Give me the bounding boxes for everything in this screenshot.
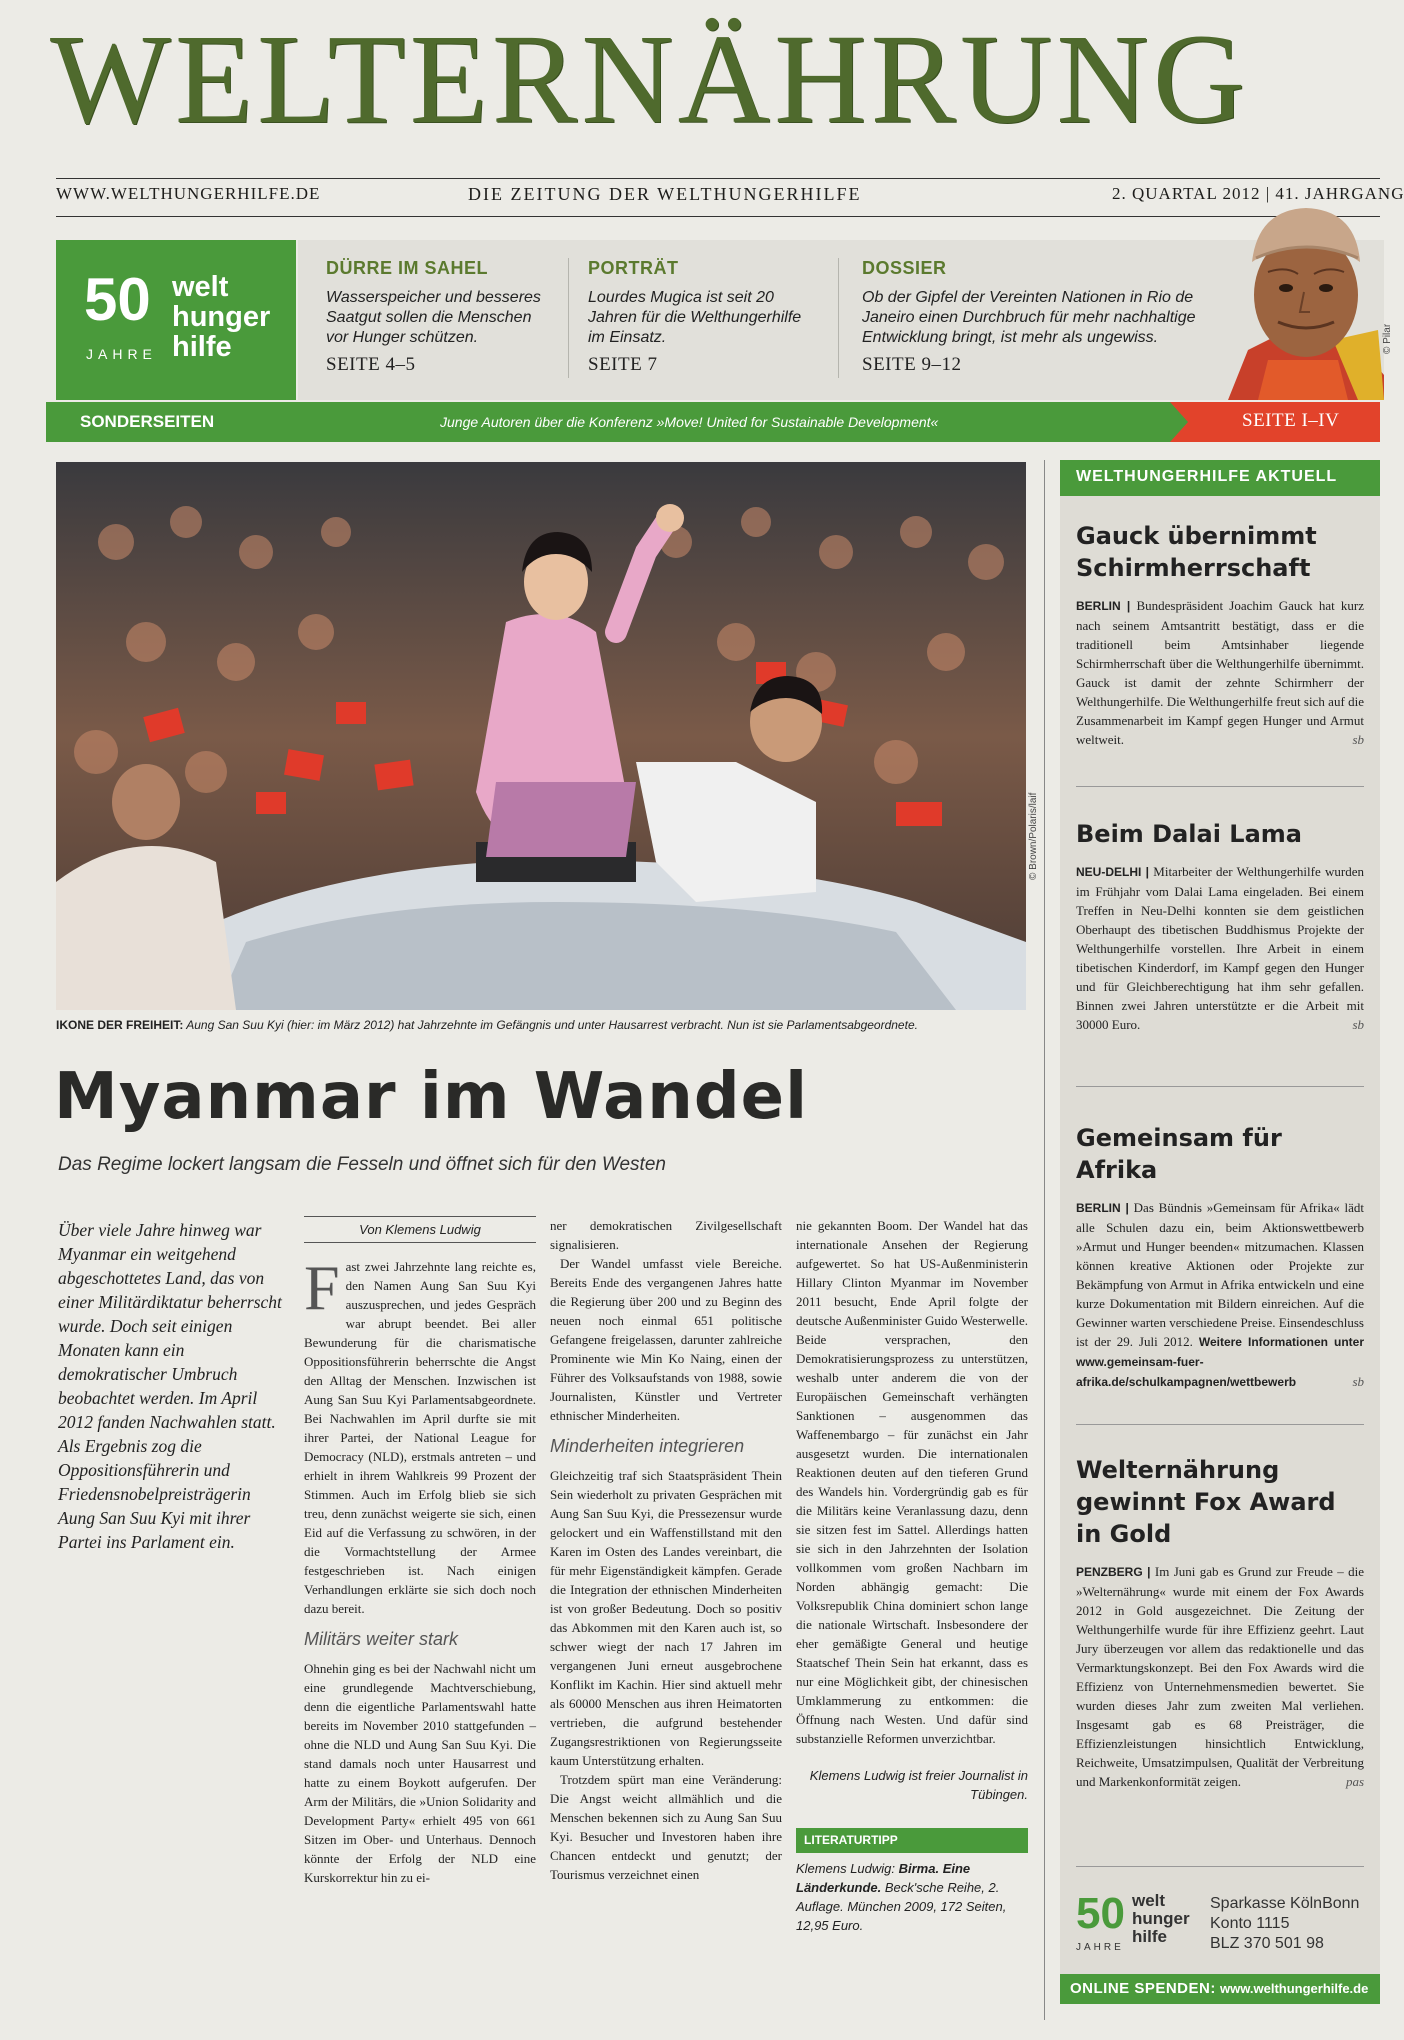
sonderseiten-page: SEITE I–IV — [1242, 410, 1340, 431]
article-paragraph: Der Wandel umfasst viele Bereiche. Bereits Ende des vergangenen Jahres hatte die Regierung über 200 und zu Beginn des neuen noch einmal 651 politische Gefangene freigelassen, darunter zahlreiche Prominente wie Min Ko Naing, einen der Führer des Volksaufstands von 1988, sowie Journalisten, Künstler und Vertreter ethnischer Minderheiten. — [550, 1256, 782, 1423]
logo-number: 50 — [84, 266, 151, 333]
sidebar-item-body: BERLIN | Bundespräsident Joachim Gauck hat kurz nach seinem Amtsantritt bestätigt, dass er die traditionell beim Amtsinhaber liegende Schirmherrschaft über die Welthungerhilfe übernimmt. Gauck ist damit der zehnte Schirmherr der Welthungerhilfe. Die Welthungerhilfe freut sich auf die Zusammenarbeit im Kampf gegen Hunger und Armut weltweit. sb — [1076, 598, 1364, 747]
teaser-page: SEITE 4–5 — [326, 354, 416, 375]
masthead-rule-bottom — [56, 216, 1380, 217]
donate-logo-number: 50 — [1076, 1889, 1125, 1938]
sidebar-link[interactable]: Weitere Informationen unter www.gemeinsam-fuer-afrika.de/schulkampagnen/wettbewerb — [1076, 1335, 1365, 1389]
article-column-1 — [304, 1216, 536, 1887]
masthead-title: WELTERNÄHRUNG — [50, 8, 1250, 150]
bank-blz: BLZ 370 501 98 — [1210, 1935, 1324, 1952]
masthead-issue: 2. QUARTAL 2012 | 41. JAHRGANG — [1112, 184, 1404, 203]
teaser-head: DOSSIER — [862, 258, 947, 278]
portrait-credit: © Pilar — [1382, 323, 1393, 354]
main-photo — [56, 462, 1026, 1010]
sidebar-item-title: Gemeinsam für Afrika — [1076, 1124, 1282, 1184]
article-paragraph: Fast zwei Jahrzehnte lang reichte es, den Namen Aung San Suu Kyi auszusprechen, und jedes Gespräch war abrupt beendet. Bei aller Bewunderung für die charismatische Oppositionsführerin beherrschte die Angst den Alltag der Menschen. Inzwischen ist Aung San Suu Kyi Parlamentsabgeordnete. Bei Nachwahlen im April durfte sie mit ihrer Partei, der National League for Democracy (NLD), erstmals antreten – und erhielt in ihrem Wahlkreis 99 Prozent der Stimmen. Auch im Erfolg blieb sie sich treu, denn zunächst weigerte sie sich, einen Eid auf die Verfassung zu schwören, in der die Vormachtstellung der Armee festgeschrieben ist. Nach einigen Verhandlungen erklärte sie sich doch noch dazu bereit. — [304, 1252, 536, 1616]
article-paragraph: nie gekannten Boom. Der Wandel hat das internationale Ansehen der Regierung aufgewertet. So hat US-Außenministerin Hillary Clinton Myanmar im November 2011 besucht, Ende April folgte der deutsche Außenminister Guido Westerwelle. Beide versprachen, den Demokratisierungsprozess zu unterstützen, weshalb unter anderem die von der Europäischen Gemeinschaft verhängten Sanktionen – ausgenommen das Waffenembargo – für zunächst ein Jahr ausgesetzt wurden. Die internationalen Reaktionen deuten auf den tieferen Grund des Wandels hin. Vordergründig gab es für die Militärs keine Veranlassung dazu, denn sie sitzen fest im Sattel. Allerdings hatten sie sich in den Jahrzehnten der Isolation vollkommen vom großen Nachbarn im Norden abhängig gemacht: Die Volksrepublik China dominiert schon lange die nationale Wirtschaft. Insbesondere der eher gemäßigte General und heutige Staatschef Thein Sein hat erkannt, dass es nur eine Möglichkeit gibt, der chinesischen Umklammerung zu entkommen: die Öffnung nach Westen. Und dafür sind substanzielle Reformen unverzichtbar. — [796, 1218, 1028, 1746]
bank-name: Sparkasse KölnBonn — [1210, 1895, 1360, 1912]
sonderseiten-label: SONDERSEITEN — [80, 412, 215, 431]
article-paragraph: Gleichzeitig traf sich Staatspräsident Thein Sein wiederholt zu privaten Gesprächen mit Aung San Suu Kyi, die Pressezensur wurde gelockert und ein Waffenstillstand mit den Karen im Osten des Landes vereinbart, die für mehr Eigenständigkeit kämpfen. Gerade die Integration der ethnischen Minderheiten ist von großer Bedeutung. Doch so positiv das Abkommen mit den Karen auch ist, so schwer wiegt der nach 17 Jahren im vergangenen Juni erneut ausgebrochene Konflikt im Kachin. Hier sind aktuell mehr als 60000 Menschen aus ihren Heimatorten vertrieben, die aufgrund bestehender Zugangsrestriktionen von Regierungsseite kaum Unterstützung erhalten. — [550, 1468, 782, 1768]
sidebar-item-title: Gauck übernimmt Schirmherrschaft — [1076, 522, 1317, 582]
logo-words — [172, 272, 270, 362]
donate-label: ONLINE SPENDEN: — [1070, 1980, 1216, 1997]
photo-credit: © Brown/Polaris/laif — [1028, 792, 1039, 880]
teaser-divider — [838, 258, 839, 378]
welthungerhilfe-logo — [56, 240, 296, 400]
author-note: Klemens Ludwig ist freier Journalist in Tübingen. — [809, 1768, 1028, 1802]
masthead-rule-top — [56, 178, 1380, 179]
logo-word-hunger: hunger — [172, 301, 271, 333]
teaser-dossier[interactable] — [862, 240, 1222, 400]
sidebar-item-afrika[interactable] — [1076, 1122, 1364, 1392]
literature-tip-text: Klemens Ludwig: Birma. Eine Länderkunde. Beck'sche Reihe, 2. Auflage. München 2009, 172 Seiten, 12,95 Euro. — [796, 1861, 1007, 1933]
logo-jahre: JAHRE — [86, 346, 157, 362]
sidebar-item-dalai-lama[interactable] — [1076, 818, 1364, 1034]
sidebar-item-body: NEU-DELHI | Mitarbeiter der Welthungerhilfe wurden im Frühjahr vom Dalai Lama eingeladen. Bei einem Treffen in Neu-Delhi konnten sie dem geistlichen Oberhaupt des tibetischen Buddhismus Projekte der Welthungerhilfe vorstellen. Ihre Arbeit in einem tibetischen Kinderdorf, im Kampf gegen den Hunger und für Gleichberechtigung hat ihm sehr gefallen. Binnen zwei Jahren unterstützte er die Arbeit mit 30000 Euro. sb — [1076, 864, 1364, 1032]
column-separator — [1044, 460, 1045, 2020]
sidebar-item-body: BERLIN | Das Bündnis »Gemeinsam für Afrika« lädt alle Schulen dazu ein, beim Aktionswettbewerb »Armut und Hunger beenden« mitzumachen. Klassen können kreative Aktionen oder Projekte zur Bekämpfung von Armut in Afrika entwickeln und eine kurze Dokumentation mit Bildern einreichen. Auf die Gewinner warten verschiedene Preise. Einsendeschluss ist der 29. Juli 2012. Weitere Informationen unter www.gemeinsam-fuer-afrika.de/schulkampagnen/wettbewerb sb — [1076, 1200, 1365, 1389]
article-subheading: Minderheiten integrieren — [550, 1436, 745, 1456]
teaser-text: Ob der Gipfel der Vereinten Nationen in Rio de Janeiro einen Durchbruch für mehr nachhaltige Entwicklung bringt, ist mehr als ungewiss. — [862, 289, 1196, 346]
article-subhead: Das Regime lockert langsam die Fesseln und öffnet sich für den Westen — [58, 1154, 666, 1175]
portrait-image — [1218, 200, 1384, 400]
teaser-page: SEITE 9–12 — [862, 354, 962, 375]
teaser-page: SEITE 7 — [588, 354, 658, 375]
article-paragraph: Ohnehin ging es bei der Nachwahl nicht um eine grundlegende Machtverschiebung, denn die eigentliche Parlamentswahl hatte bereits im November 2010 stattgefunden – ohne die NLD und Aung San Suu Kyi. Die stand damals noch unter Hausarrest und hatte zu einem Boykott aufgerufen. Der Arm der Militärs, die »Union Solidarity and Development Party« erhielt 495 von 661 Sitzen im Ober- und Unterhaus. Dennoch könnte der Erfolg der NLD eine Kurskorrektur hin zu ei- — [304, 1661, 536, 1885]
sidebar-divider — [1076, 786, 1364, 787]
online-donate-bar[interactable] — [1060, 1974, 1380, 2004]
photo-caption — [56, 1018, 918, 1032]
article-subheading: Militärs weiter stark — [304, 1629, 459, 1649]
article-intro: Über viele Jahre hinweg war Myanmar ein weitgehend abgeschottetes Land, das von einer Militärdiktatur beherrscht wurde. Doch seit einigen Monaten kann ein demokratischer Umbruch beobachtet werden. Im April 2012 fanden Nachwahlen statt. Als Ergebnis zog die Oppositionsführerin und Friedensnobelpreisträgerin Aung San Suu Kyi mit ihrer Partei ins Parlament ein. — [58, 1220, 282, 1552]
teaser-text: Wasserspeicher und besseres Saatgut sollen die Menschen vor Hunger schützen. — [326, 289, 541, 346]
masthead-website[interactable]: WWW.WELTHUNGERHILFE.DE — [56, 184, 321, 203]
sidebar-item-fox-award[interactable] — [1076, 1454, 1364, 1791]
article-column-3 — [796, 1216, 1028, 1935]
teaser-head: DÜRRE IM SAHEL — [326, 258, 489, 278]
bank-account: Konto 1115 — [1210, 1915, 1290, 1932]
donate-logo-jahre: JAHRE — [1076, 1942, 1124, 1953]
caption-text: Aung San Suu Kyi (hier: im März 2012) hat Jahrzehnte im Gefängnis und unter Hausarrest verbracht. Nun ist sie Parlamentsabgeordnete. — [183, 1018, 918, 1032]
teaser-portraet[interactable] — [588, 240, 808, 400]
sonderseiten-text: Junge Autoren über die Konferenz »Move! United for Sustainable Development« — [440, 414, 939, 430]
sidebar-item-body: PENZBERG | Im Juni gab es Grund zur Freude – die »Welternährung« wurde mit einem der Fox Awards 2012 in Gold ausgezeichnet. Die Zeitung der Welthungerhilfe wurde für ihre Effizienz geehrt. Laut Jury überzeugen vor allem das redaktionelle und das Vermarktungskonzept. Bei den Fox Awards wird die Effizienz von Unternehmensmedien bewertet. Sie wurden dieses Jahr zum zweiten Mal verliehen. Insgesamt gab es 68 Preisträger, die Effizienzleistungen hinsichtlich Entwicklung, Reichweite, Umsatzimpulsen, Qualität der Verbreitung und Markenkonformität zeigen. pas — [1076, 1564, 1364, 1789]
teaser-head: PORTRÄT — [588, 258, 679, 278]
dropcap: F — [304, 1252, 340, 1323]
sidebar-head: WELTHUNGERHILFE AKTUELL — [1060, 460, 1380, 496]
teaser-duerre[interactable] — [326, 240, 546, 400]
teaser-text: Lourdes Mugica ist seit 20 Jahren für die Welthungerhilfe im Einsatz. — [588, 289, 802, 346]
masthead-tagline: DIE ZEITUNG DER WELTHUNGERHILFE — [468, 184, 862, 204]
article-paragraph: Trotzdem spürt man eine Veränderung: Die Angst weicht allmählich und die Menschen bekennen sich zu Aung San Suu Kyi. Besucher und Investoren haben ihre Chancen entdeckt und genutzt; der Tourismus verzeichnet einen — [550, 1772, 782, 1882]
teaser-divider — [568, 258, 569, 378]
literature-tip-head: LITERATURTIPP — [796, 1828, 1028, 1853]
caption-label: IKONE DER FREIHEIT: — [56, 1018, 184, 1032]
article-column-2 — [550, 1216, 782, 1884]
sidebar-divider — [1076, 1086, 1364, 1087]
sidebar-divider — [1076, 1866, 1364, 1867]
sidebar-item-title: Beim Dalai Lama — [1076, 820, 1302, 848]
logo-word-welt: welt — [172, 271, 229, 303]
sidebar-divider — [1076, 1424, 1364, 1425]
sidebar-item-title: Welternährung gewinnt Fox Award in Gold — [1076, 1456, 1336, 1548]
donate-logo-words: welt hunger hilfe — [1132, 1891, 1190, 1946]
donate-bank — [1210, 1894, 1359, 1954]
donate-url[interactable]: www.welthungerhilfe.de — [1220, 1981, 1369, 1996]
sidebar-item-gauck[interactable] — [1076, 520, 1364, 749]
logo-word-hilfe: hilfe — [172, 331, 232, 363]
article-headline: Myanmar im Wandel — [54, 1060, 808, 1134]
article-byline: Von Klemens Ludwig — [304, 1216, 536, 1243]
article-paragraph: ner demokratischen Zivilgesellschaft signalisieren. — [550, 1218, 782, 1252]
